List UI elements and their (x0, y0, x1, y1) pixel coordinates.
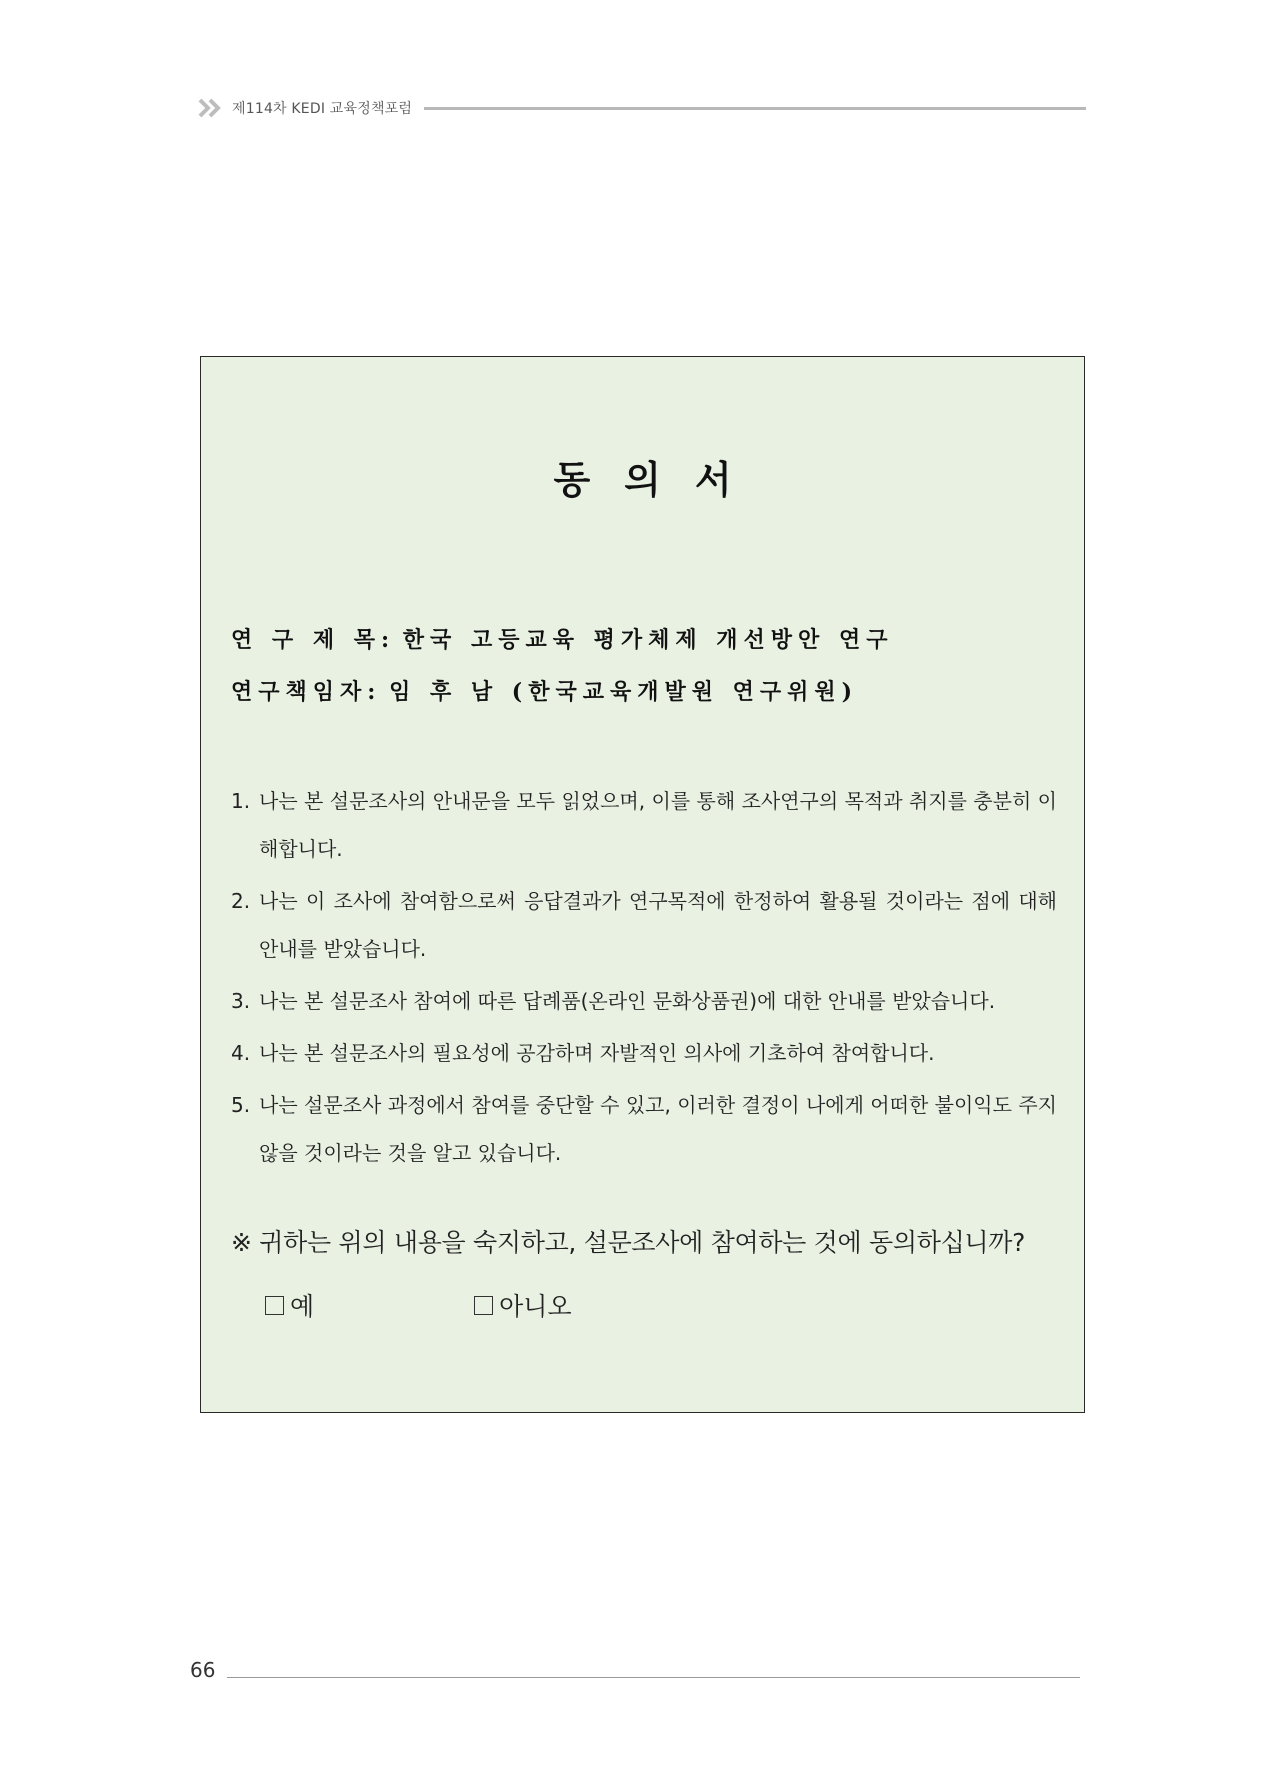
consent-question: ※ 귀하는 위의 내용을 숙지하고, 설문조사에 참여하는 것에 동의하십니까? (231, 1228, 1026, 1257)
footer-rule (227, 1677, 1080, 1678)
item-text: 나는 설문조사 과정에서 참여를 중단할 수 있고, 이러한 결정이 나에게 어떠한 불이익도 주지 않을 것이라는 것을 알고 있습니다. (259, 1093, 1057, 1165)
item-number: 4. (231, 1041, 251, 1065)
page-header (198, 96, 1086, 120)
consent-items (231, 777, 1057, 1181)
list-item (231, 877, 1057, 973)
item-number: 2. (231, 889, 251, 913)
item-text: 나는 이 조사에 참여함으로써 응답결과가 연구목적에 한정하여 활용될 것이라는 점에 대해 안내를 받았습니다. (259, 889, 1057, 961)
item-text: 나는 본 설문조사 참여에 따른 답례품(온라인 문화상품권)에 대한 안내를 받았습니다. (259, 989, 996, 1013)
option-yes-label: 예 (290, 1292, 315, 1321)
checkbox-no[interactable] (474, 1296, 493, 1315)
researcher-row (231, 675, 858, 706)
researcher-value: 임 후 남 (한국교육개발원 연구위원) (389, 679, 859, 705)
header-title: 제114차 KEDI 교육정책포럼 (232, 101, 413, 117)
page-number: 66 (190, 1658, 216, 1682)
research-title-label: 연 구 제 목: (231, 627, 396, 653)
consent-options (265, 1287, 572, 1323)
consent-box (200, 356, 1085, 1413)
option-no-label: 아니오 (499, 1292, 572, 1321)
item-number: 3. (231, 989, 251, 1013)
header-rule (424, 107, 1086, 110)
researcher-label: 연구책임자: (231, 679, 382, 705)
item-number: 5. (231, 1093, 251, 1117)
list-item (231, 1081, 1057, 1177)
list-item (231, 1029, 1057, 1077)
double-chevron-icon (198, 97, 226, 119)
list-item (231, 977, 1057, 1025)
page-footer (190, 1658, 1080, 1682)
checkbox-yes[interactable] (265, 1296, 284, 1315)
list-item (231, 777, 1057, 873)
document-title: 동의서 (553, 458, 766, 502)
item-text: 나는 본 설문조사의 필요성에 공감하며 자발적인 의사에 기초하여 참여합니다. (259, 1041, 935, 1065)
research-title-value: 한국 고등교육 평가체제 개선방안 연구 (402, 627, 894, 653)
item-number: 1. (231, 789, 251, 813)
research-title-row (231, 623, 893, 654)
option-no[interactable] (474, 1287, 571, 1323)
item-text: 나는 본 설문조사의 안내문을 모두 읽었으며, 이를 통해 조사연구의 목적과 취지를 충분히 이해합니다. (259, 789, 1057, 861)
option-yes[interactable] (265, 1287, 314, 1323)
